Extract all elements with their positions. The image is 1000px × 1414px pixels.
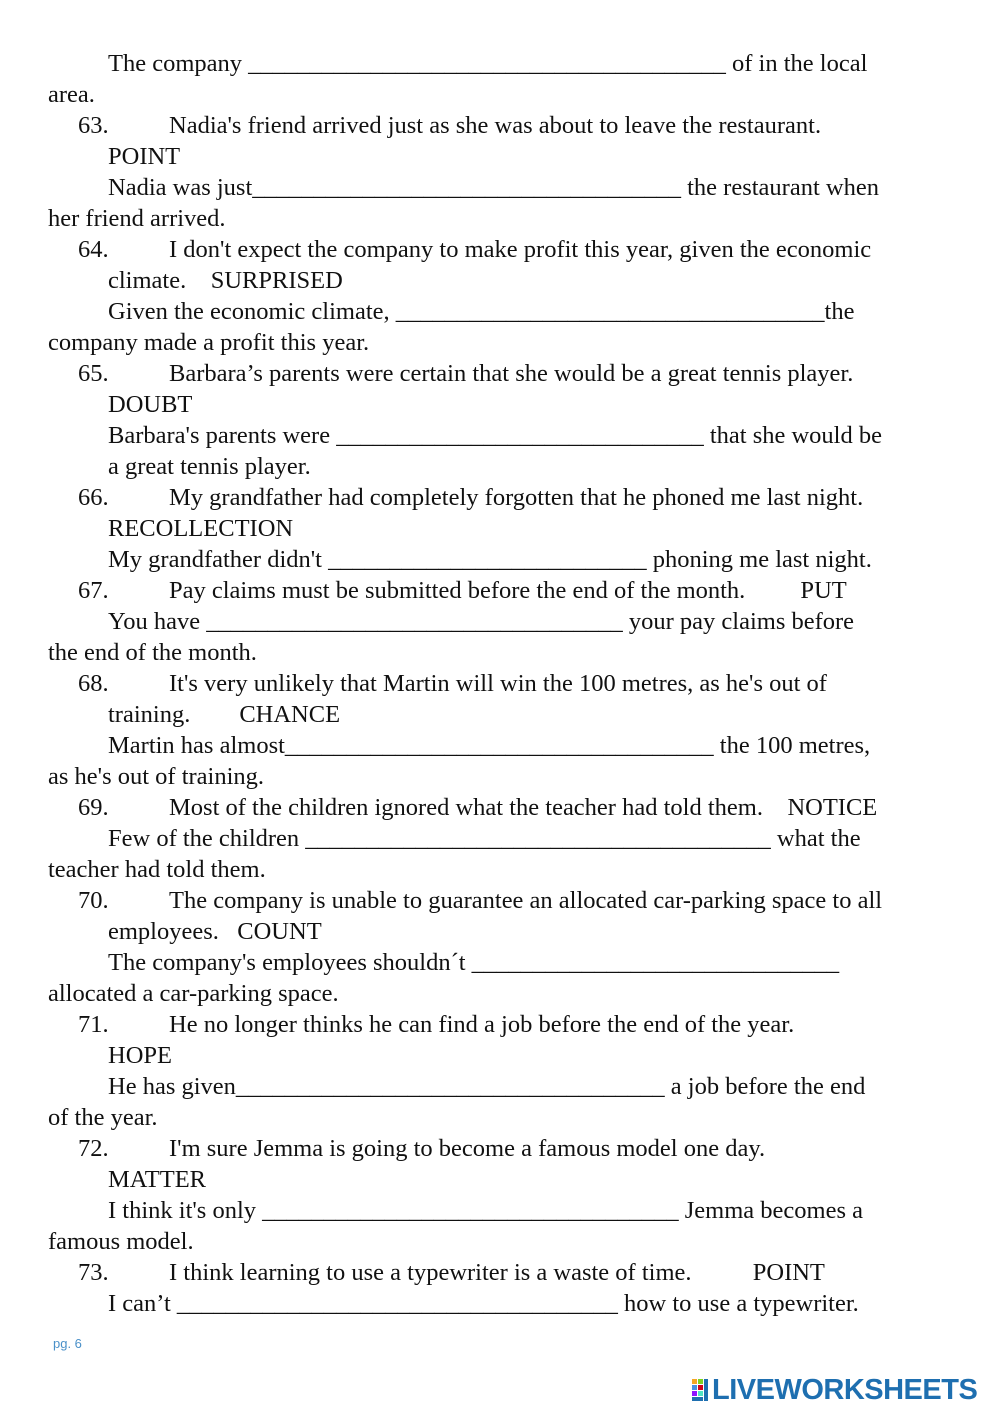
question-sentence-64s: I don't expect the company to make profit this year, given the economic: [169, 236, 872, 263]
question-sentence-71s: He no longer thinks he can find a job before the end of the year.: [169, 1011, 795, 1038]
answer-line-66a: My grandfather didn't __________________________ phoning me last night.: [108, 546, 872, 573]
question-number-66n: 66.: [78, 484, 109, 511]
answer-line-63a: Nadia was just___________________________________ the restaurant when: [108, 174, 879, 201]
answer-line-73a: I can’t ____________________________________ how to use a typewriter.: [108, 1290, 859, 1317]
answer-line-72a: I think it's only __________________________________ Jemma becomes a: [108, 1197, 864, 1224]
answer-continuation-64b: company made a profit this year.: [48, 329, 370, 356]
question-sentence-66s: My grandfather had completely forgotten that he phoned me last night.: [169, 484, 864, 511]
question-number-71n: 71.: [78, 1011, 109, 1038]
answer-line-71a: He has given___________________________________ a job before the end: [108, 1073, 866, 1100]
keyword-70k: employees. COUNT: [108, 918, 322, 945]
question-number-65n: 65.: [78, 360, 109, 387]
answer-line-62c: The company _______________________________________ of in the local: [108, 50, 868, 77]
keyword-66k: RECOLLECTION: [108, 515, 294, 542]
question-number-69n: 69.: [78, 794, 109, 821]
question-sentence-69s: Most of the children ignored what the teacher had told them. NOTICE: [169, 794, 878, 821]
answer-continuation-71b: of the year.: [48, 1104, 158, 1131]
keyword-64k: climate. SURPRISED: [108, 267, 343, 294]
question-number-64n: 64.: [78, 236, 109, 263]
liveworksheets-logo-icon: [692, 1377, 710, 1403]
answer-continuation-68b: as he's out of training.: [48, 763, 265, 790]
question-number-63n: 63.: [78, 112, 109, 139]
answer-line-70a: The company's employees shouldn´t ______________________________: [108, 949, 840, 976]
brand-watermark: [692, 1373, 977, 1407]
question-sentence-70s: The company is unable to guarantee an allocated car-parking space to all: [169, 887, 883, 914]
question-number-68n: 68.: [78, 670, 109, 697]
keyword-72k: MATTER: [108, 1166, 206, 1193]
question-sentence-68s: It's very unlikely that Martin will win the 100 metres, as he's out of: [169, 670, 827, 697]
page-number: pg. 6: [53, 1336, 82, 1351]
answer-line-68a: Martin has almost___________________________________ the 100 metres,: [108, 732, 871, 759]
question-sentence-65s: Barbara’s parents were certain that she would be a great tennis player.: [169, 360, 854, 387]
question-sentence-72s: I'm sure Jemma is going to become a famous model one day.: [169, 1135, 766, 1162]
keyword-71k: HOPE: [108, 1042, 172, 1069]
keyword-65k: DOUBT: [108, 391, 193, 418]
answer-continuation-62d: area.: [48, 81, 95, 108]
brand-name: LIVEWORKSHEETS: [712, 1373, 978, 1406]
answer-continuation-65b: a great tennis player.: [108, 453, 311, 480]
question-number-72n: 72.: [78, 1135, 109, 1162]
question-number-70n: 70.: [78, 887, 109, 914]
answer-line-64a: Given the economic climate, ___________________________________the: [108, 298, 855, 325]
answer-line-69a: Few of the children ______________________________________ what the: [108, 825, 861, 852]
question-number-67n: 67.: [78, 577, 109, 604]
keyword-68k: training. CHANCE: [108, 701, 341, 728]
question-sentence-73s: I think learning to use a typewriter is a waste of time. POINT: [169, 1259, 825, 1286]
question-sentence-63s: Nadia's friend arrived just as she was about to leave the restaurant.: [169, 112, 822, 139]
keyword-63k: POINT: [108, 143, 181, 170]
answer-continuation-67b: the end of the month.: [48, 639, 257, 666]
question-number-73n: 73.: [78, 1259, 109, 1286]
answer-continuation-69b: teacher had told them.: [48, 856, 266, 883]
answer-line-67a: You have __________________________________ your pay claims before: [108, 608, 855, 635]
answer-continuation-63b: her friend arrived.: [48, 205, 226, 232]
question-sentence-67s: Pay claims must be submitted before the end of the month. PUT: [169, 577, 847, 604]
answer-line-65a: Barbara's parents were ______________________________ that she would be: [108, 422, 882, 449]
answer-continuation-72b: famous model.: [48, 1228, 194, 1255]
answer-continuation-70b: allocated a car-parking space.: [48, 980, 339, 1007]
